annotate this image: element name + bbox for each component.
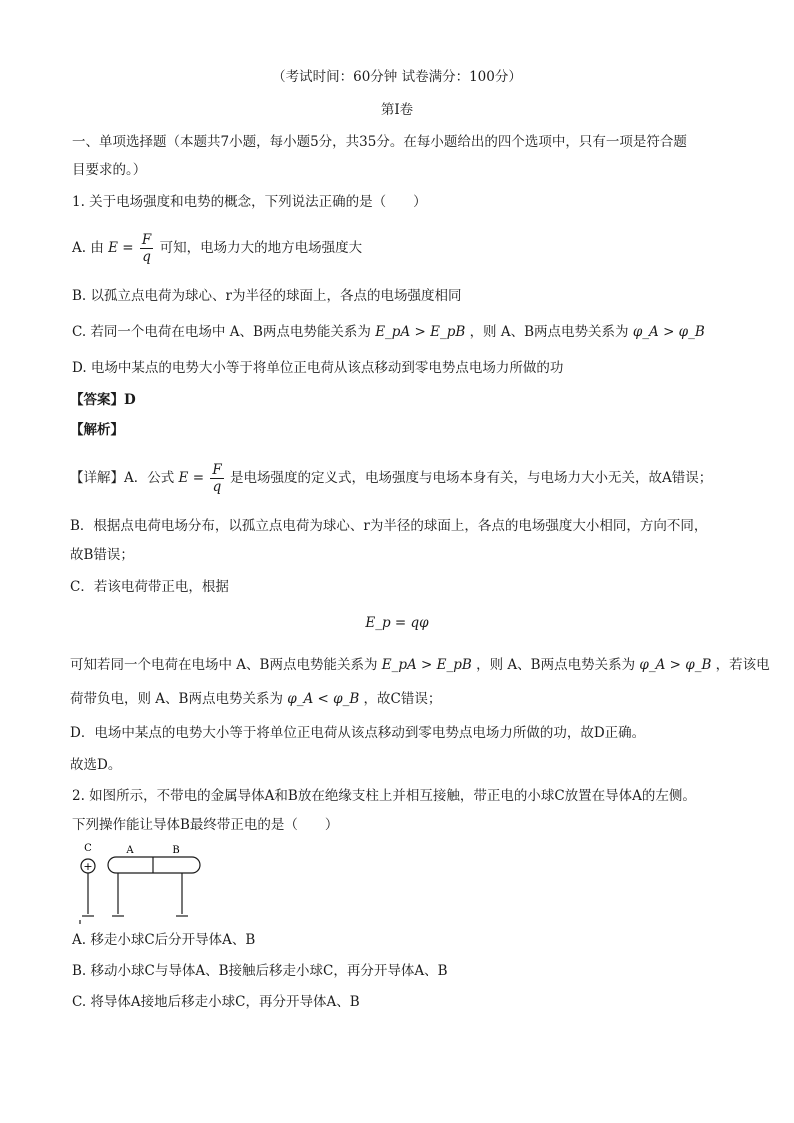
q1-detail-c-line2-mid: ，则 A、B两点电势关系为 bbox=[476, 657, 636, 673]
q1-a-suffix: 可知，电场力大的地方电场强度大 bbox=[159, 240, 363, 256]
q1-a-numerator: F bbox=[141, 232, 152, 248]
q1-detail-c-line3 bbox=[70, 689, 441, 709]
conductor-figure bbox=[72, 842, 212, 924]
q1-detail-c-line2-rel2: φ_A > φ_B bbox=[639, 657, 712, 673]
q1-c-prefix: C. 若同一个电荷在电场中 A、B两点电势能关系为 bbox=[72, 324, 371, 340]
q2-stem-line1: 2. 如图所示，不带电的金属导体A和B放在绝缘支柱上并相互接触，带正电的小球C放置在导体A的左侧。 bbox=[72, 788, 696, 804]
q1-stem: 1. 关于电场强度和电势的概念，下列说法正确的是（ ） bbox=[72, 194, 427, 210]
label-b: B bbox=[172, 845, 180, 856]
q1-detail-b-line2: 故B错误； bbox=[70, 547, 134, 563]
q1-detail-c-formula: E_p = qφ bbox=[365, 615, 429, 631]
q1-detail-fraction bbox=[210, 462, 223, 495]
q1-detail-formula-lhs: E = bbox=[178, 470, 205, 486]
label-plus: + bbox=[83, 860, 93, 873]
exam-info: （考试时间：60分钟 试卷满分：100分） bbox=[272, 69, 522, 85]
q1-detail-c-line2-rel1: E_pA > E_pB bbox=[381, 657, 472, 673]
label-a: A bbox=[126, 845, 134, 856]
label-c: C bbox=[84, 843, 92, 854]
q1-answer: 【答案】D bbox=[70, 392, 136, 408]
q2-stem-line2: 下列操作能让导体B最终带正电的是（ ） bbox=[72, 817, 339, 833]
q2-option-a: A. 移走小球C后分开导体A、B bbox=[72, 932, 256, 948]
q2-option-b: B. 移动小球C与导体A、B接触后移走小球C，再分开导体A、B bbox=[72, 963, 448, 979]
q1-detail-b-line1: B．根据点电荷电场分布，以孤立点电荷为球心、r为半径的球面上，各点的电场强度大小相同，方向不同， bbox=[70, 518, 708, 534]
q1-detail-denominator: q bbox=[212, 479, 222, 495]
q1-option-a bbox=[72, 232, 362, 265]
q1-a-denominator: q bbox=[142, 249, 151, 265]
q1-conclusion: 故选D。 bbox=[70, 757, 122, 773]
section-instructions-line2: 目要求的。） bbox=[72, 162, 147, 178]
q1-option-b: B. 以孤立点电荷为球心、r为半径的球面上，各点的电场强度相同 bbox=[72, 288, 462, 304]
q1-detail-c-line3-rel: φ_A < φ_B bbox=[287, 691, 360, 707]
q1-detail-a bbox=[70, 462, 712, 495]
q1-detail-c-line3-suffix: ，故C错误； bbox=[363, 691, 442, 707]
q1-detail-suffix: 是电场强度的定义式，电场强度与电场本身有关，与电场力大小无关，故A错误； bbox=[229, 470, 713, 486]
q1-detail-d: D．电场中某点的电势大小等于将单位正电荷从该点移动到零电势点电场力所做的功，故D正确。 bbox=[70, 725, 646, 741]
section-instructions-line1: 一、单项选择题（本题共7小题，每小题5分，共35分。在每小题给出的四个选项中，只有一项是符合题 bbox=[72, 134, 687, 150]
q1-a-fraction bbox=[140, 232, 153, 265]
q1-detail-c-line2-suffix: ，若该电 bbox=[715, 657, 770, 673]
q1-detail-c-line3-prefix: 荷带负电，则 A、B两点电势关系为 bbox=[70, 691, 283, 707]
q1-detail-numerator: F bbox=[212, 462, 222, 478]
q1-detail-c-line1: C．若该电荷带正电，根据 bbox=[70, 579, 229, 595]
q1-c-relation2: φ_A > φ_B bbox=[632, 324, 705, 340]
q1-option-d: D. 电场中某点的电势大小等于将单位正电荷从该点移动到零电势点电场力所做的功 bbox=[72, 360, 564, 376]
q2-option-c: C. 将导体A接地后移走小球C，再分开导体A、B bbox=[72, 994, 360, 1010]
q1-detail-c-line2 bbox=[70, 655, 770, 675]
q1-a-prefix: A. 由 bbox=[72, 240, 104, 256]
q1-a-formula-lhs: E = bbox=[108, 240, 134, 256]
q1-detail-c-line2-prefix: 可知若同一个电荷在电场中 A、B两点电势能关系为 bbox=[70, 657, 378, 673]
q1-analysis-label: 【解析】 bbox=[70, 422, 124, 438]
q1-c-mid: ，则 A、B两点电势关系为 bbox=[469, 324, 629, 340]
q1-option-c bbox=[72, 322, 705, 342]
q1-detail-prefix: 【详解】A．公式 bbox=[70, 470, 175, 486]
conductor-ab-body bbox=[108, 857, 200, 873]
q1-c-relation1: E_pA > E_pB bbox=[375, 324, 466, 340]
volume-title: 第Ⅰ卷 bbox=[380, 102, 414, 118]
